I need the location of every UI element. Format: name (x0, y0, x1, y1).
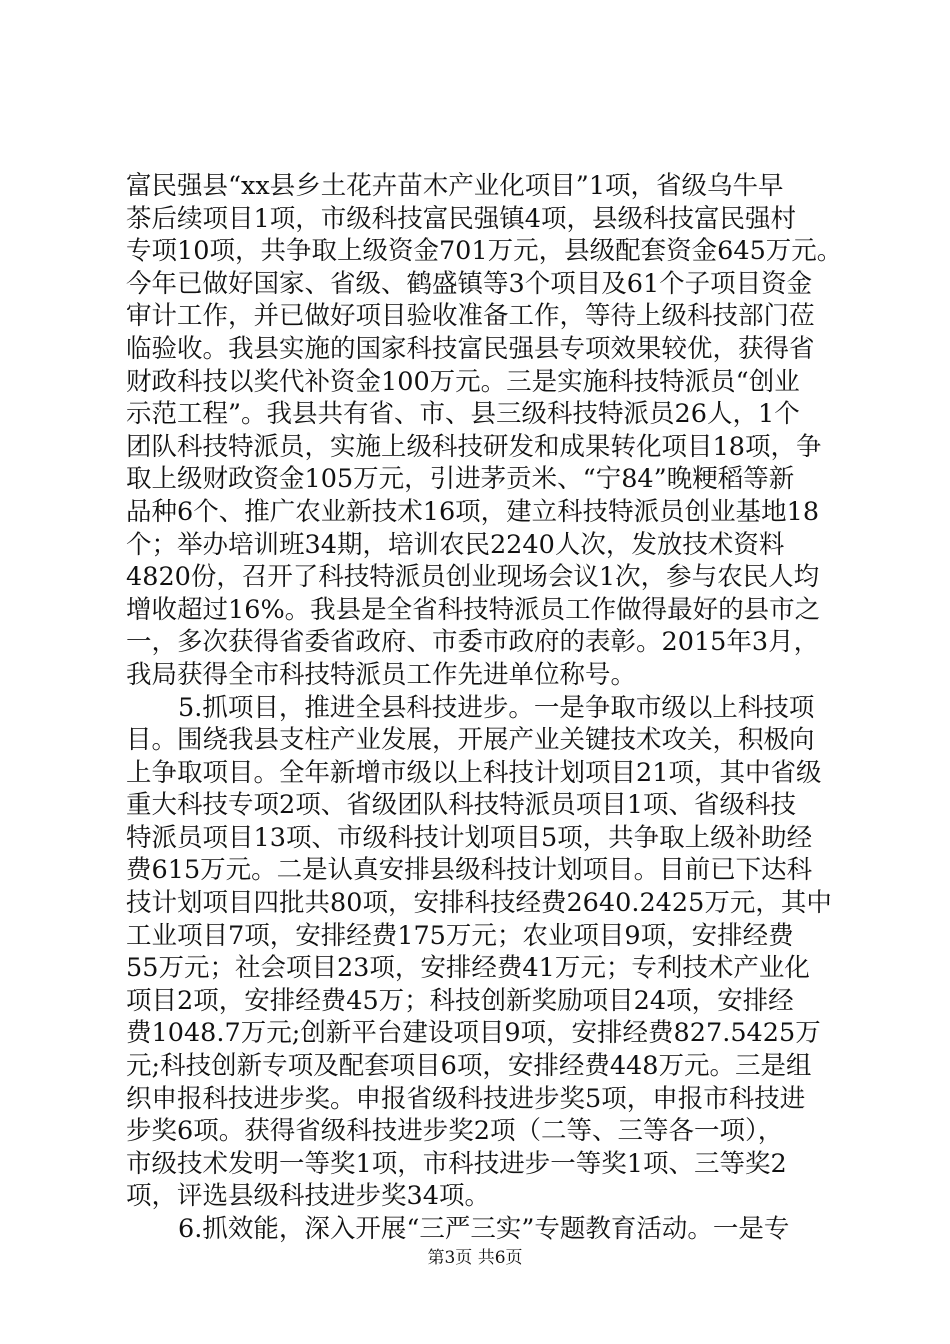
text-line: 4820份，召开了科技特派员创业现场会议1次，参与农民人均 (126, 562, 820, 593)
text-line: 一，多次获得省委省政府、市委市政府的表彰。2015年3月， (126, 627, 820, 658)
page-footer: 第3页 共6页 (427, 1248, 523, 1268)
text-line: 财政科技以奖代补资金100万元。三是实施科技特派员“创业 (126, 366, 800, 397)
text-line: 富民强县“xx县乡土花卉苗木产业化项目”1项，省级乌牛早 (126, 171, 784, 201)
text-line: 个；举办培训班34期，培训农民2240人次，发放技术资料 (126, 529, 785, 560)
text-line: 重大科技专项2项、省级团队科技特派员项目1项、省级科技 (126, 790, 796, 821)
text-line: 品种6个、推广农业新技术16项，建立科技特派员创业基地18 (126, 496, 820, 527)
text-line: 市级技术发明一等奖1项，市科技进步一等奖1项、三等奖2 (126, 1148, 787, 1179)
text-line: 项，评选县级科技进步奖34项。 (126, 1181, 490, 1212)
text-line: 增收超过16%。我县是全省科技特派员工作做得最好的县市之 (126, 594, 821, 625)
text-line: 工业项目7项，安排经费175万元；农业项目9项，安排经费 (126, 920, 794, 951)
text-line: 特派员项目13项、市级科技计划项目5项，共争取上级补助经 (126, 822, 813, 853)
text-line: 上争取项目。全年新增市级以上科技计划项目21项，其中省级 (126, 757, 822, 788)
text-line: 项目2项，安排经费45万；科技创新奖励项目24项，安排经 (126, 985, 794, 1016)
text-line: 茶后续项目1项，市级科技富民强镇4项，县级科技富民强村 (126, 203, 796, 234)
text-line: 织申报科技进步奖。申报省级科技进步奖5项，申报市科技进 (126, 1083, 806, 1114)
text-line: 5.抓项目，推进全县科技进步。一是争取市级以上科技项 (178, 692, 815, 723)
text-line: 费1048.7万元;创新平台建设项目9项，安排经费827.5425万 (126, 1018, 821, 1049)
document-body (126, 170, 843, 1246)
text-line: 技计划项目四批共80项，安排科技经费2640.2425万元，其中 (126, 888, 832, 919)
text-line: 目。围绕我县支柱产业发展，开展产业关键技术攻关，积极向 (126, 725, 815, 756)
text-line: 临验收。我县实施的国家科技富民强县专项效果较优，获得省 (126, 333, 815, 364)
text-line: 取上级财政资金105万元，引进茅贡米、“宁84”晚粳稻等新 (126, 464, 795, 495)
text-line: 费615万元。二是认真安排县级科技计划项目。目前已下达科 (126, 855, 813, 886)
text-line: 我局获得全市科技特派员工作先进单位称号。 (126, 659, 637, 690)
text-line: 今年已做好国家、省级、鹤盛镇等3个项目及61个子项目资金 (126, 268, 813, 299)
text-line: 专项10项，共争取上级资金701万元，县级配套资金645万元。 (126, 236, 843, 267)
text-line: 55万元；社会项目23项，安排经费41万元；专利技术产业化 (126, 953, 810, 984)
text-line: 6.抓效能，深入开展“三严三实”专题教育活动。一是专 (178, 1214, 790, 1244)
text-line: 审计工作，并已做好项目验收准备工作，等待上级科技部门莅 (126, 301, 815, 332)
text-line: 步奖6项。获得省级科技进步奖2项（二等、三等各一项）， (126, 1116, 784, 1147)
text-line: 团队科技特派员，实施上级科技研发和成果转化项目18项，争 (126, 431, 822, 462)
text-line: 元;科技创新专项及配套项目6项，安排经费448万元。三是组 (126, 1051, 812, 1082)
text-line: 示范工程”。我县共有省、市、县三级科技特派员26人，1个 (126, 399, 800, 430)
